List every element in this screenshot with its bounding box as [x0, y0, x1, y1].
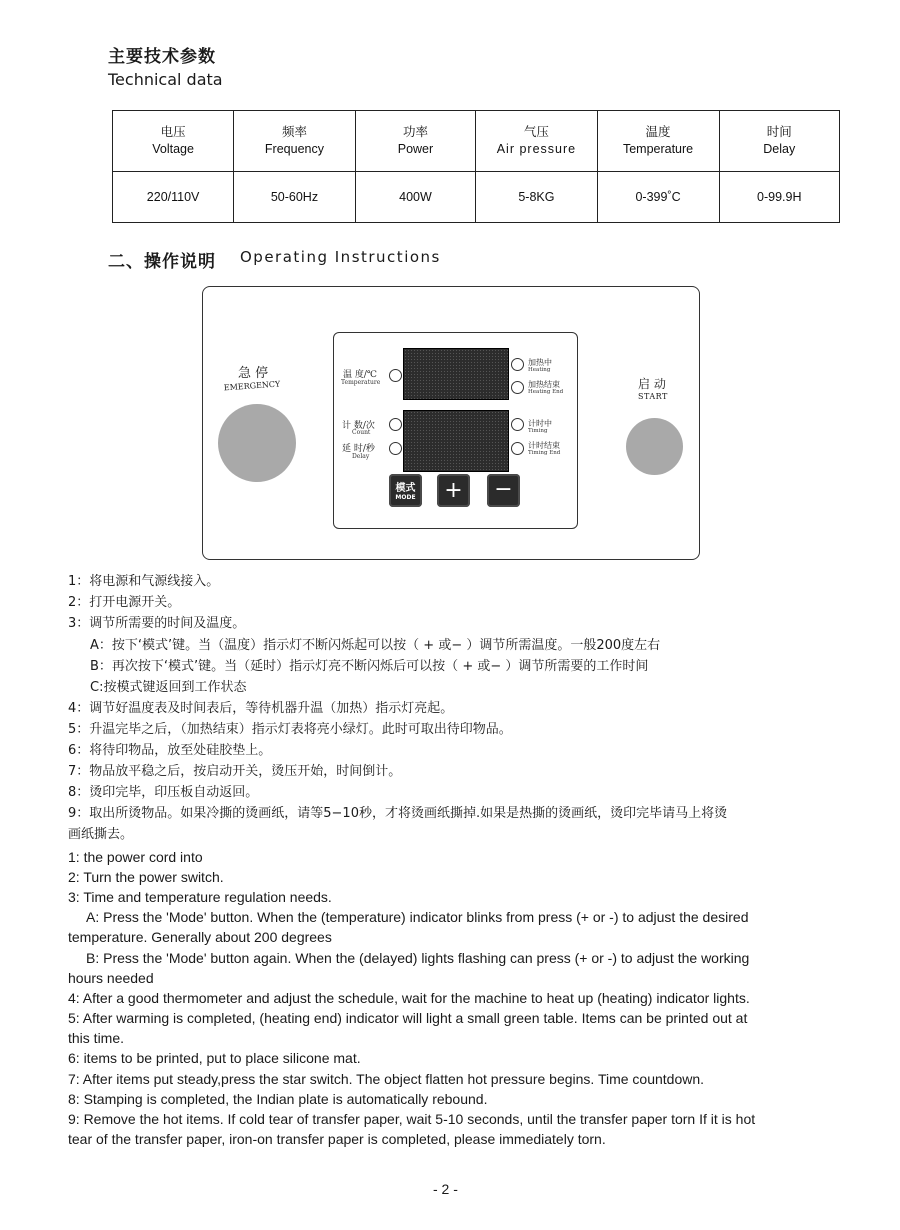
header-voltage: 电压 Voltage — [113, 111, 234, 172]
instruction-en-2: 2: Turn the power switch. — [68, 869, 224, 885]
heating-label-en: Heating — [528, 367, 551, 373]
start-button[interactable] — [626, 418, 683, 475]
table-header-row — [113, 111, 840, 172]
heating-label-cn: 加热中 — [528, 358, 552, 367]
instruction-en-3a: A: Press the 'Mode' button. When the (temperature) indicator blinks from press (+ or -) to adjust the desired — [86, 909, 749, 925]
header-power: 功率 Power — [355, 111, 476, 172]
mode-button[interactable] — [389, 474, 422, 507]
mode-button-label-en: MODE — [395, 494, 416, 501]
temperature-label-en: Temperature — [341, 379, 381, 386]
section2-title-en: Operating Instructions — [240, 248, 441, 266]
delay-indicator-led — [389, 442, 402, 455]
instruction-cn-7: 7：物品放平稳之后，按启动开关，烫压开始，时间倒计。 — [68, 764, 402, 779]
value-frequency: 50-60Hz — [234, 172, 355, 223]
delay-label-en: Delay — [352, 453, 370, 460]
instruction-en-4: 4: After a good thermometer and adjust the schedule, wait for the machine to heat up (heating) indicator lights. — [68, 990, 750, 1006]
instruction-en-9: 9: Remove the hot items. If cold tear of transfer paper, wait 5-10 seconds, until the transfer paper torn If it is hot — [68, 1111, 756, 1127]
start-label-cn: 启 动 — [638, 377, 666, 391]
timing-indicator-led — [511, 418, 524, 431]
instruction-en-6: 6: items to be printed, put to place silicone mat. — [68, 1050, 361, 1066]
instruction-cn-5: 5：升温完毕之后，（加热结束）指示灯表将亮小绿灯。此时可取出待印物品。 — [68, 722, 512, 737]
instruction-cn-3: 3：调节所需要的时间及温度。 — [68, 616, 246, 631]
section2-title-cn: 二、操作说明 — [108, 252, 216, 272]
heating-end-label-cn: 加热结束 — [528, 380, 560, 389]
delay-label-cn: 延 时/秒 — [342, 444, 375, 454]
header-temperature: 温度 Temperature — [597, 111, 719, 172]
instruction-en-3b-cont: hours needed — [68, 970, 154, 986]
heating-indicator-led — [511, 358, 524, 371]
instruction-en-3: 3: Time and temperature regulation needs. — [68, 889, 332, 905]
minus-button[interactable]: − — [487, 474, 520, 507]
instruction-en-7: 7: After items put steady,press the star switch. The object flatten hot pressure begins. Time countdown. — [68, 1071, 705, 1087]
section1-title-en: Technical data — [108, 70, 223, 89]
section1-title-cn: 主要技术参数 — [108, 47, 216, 67]
heating-end-indicator-led — [511, 381, 524, 394]
instruction-cn-9: 9：取出所烫物品。如果冷撕的烫画纸，请等5−10秒，才将烫画纸撕掉.如果是热撕的烫画纸，烫印完毕请马上将烫 — [68, 806, 728, 821]
temperature-indicator-led — [389, 369, 402, 382]
count-label-en: Count — [352, 429, 371, 436]
instruction-en-8: 8: Stamping is completed, the Indian plate is automatically rebound. — [68, 1091, 488, 1107]
heating-end-label-en: Heating End — [528, 389, 564, 395]
instruction-en-5: 5: After warming is completed, (heating end) indicator will light a small green table. Items can be printed out at — [68, 1010, 748, 1026]
value-voltage: 220/110V — [113, 172, 234, 223]
value-power: 400W — [355, 172, 476, 223]
start-label-en: START — [638, 392, 668, 401]
instruction-en-3b: B: Press the 'Mode' button again. When the (delayed) lights flashing can press (+ or -) to adjust the working — [86, 950, 750, 966]
instruction-cn-8: 8：烫印完毕，印压板自动返回。 — [68, 785, 259, 800]
mode-button-label-cn: 模式 — [395, 483, 416, 494]
instruction-en-1: 1: the power cord into — [68, 849, 203, 865]
timing-label-en: Timing — [528, 428, 548, 434]
instruction-cn-6: 6：将待印物品，放至处硅胶垫上。 — [68, 743, 272, 758]
temperature-label-cn: 温 度/℃ — [343, 370, 377, 380]
instruction-cn-1: 1：将电源和气源线接入。 — [68, 574, 220, 589]
instruction-cn-3b: B：再次按下‘模式’键。当（延时）指示灯亮不断闪烁后可以按（ + 或− ）调节所需要的工作时间 — [90, 659, 649, 674]
instruction-en-5-cont: this time. — [68, 1030, 125, 1046]
timing-label-cn: 计时中 — [528, 419, 552, 428]
header-delay: 时间 Delay — [719, 111, 839, 172]
temperature-display — [403, 348, 509, 400]
emergency-stop-button[interactable] — [218, 404, 296, 482]
header-frequency: 频率 Frequency — [234, 111, 355, 172]
instruction-cn-3c: C:按模式键返回到工作状态 — [90, 680, 247, 695]
count-indicator-led — [389, 418, 402, 431]
emergency-label-cn: 急 停 — [238, 366, 269, 381]
instruction-cn-4: 4：调节好温度表及时间表后，等待机器升温（加热）指示灯亮起。 — [68, 701, 454, 716]
value-temperature: 0-399˚C — [597, 172, 719, 223]
instruction-en-9-cont: tear of the transfer paper, iron-on transfer paper is completed, please immediately torn. — [68, 1131, 606, 1147]
timing-end-label-cn: 计时结束 — [528, 441, 560, 450]
plus-button[interactable]: + — [437, 474, 470, 507]
instruction-en-3a-cont: temperature. Generally about 200 degrees — [68, 929, 332, 945]
timing-end-label-en: Timing End — [528, 450, 561, 456]
emergency-label-en — [220, 372, 295, 394]
value-delay: 0-99.9H — [719, 172, 839, 223]
page-number: - 2 - — [433, 1181, 458, 1197]
instruction-cn-3a: A：按下‘模式’键。当（温度）指示灯不断闪烁起可以按（ + 或− ）调节所需温度。一般200度左右 — [90, 638, 661, 653]
instruction-cn-2: 2：打开电源开关。 — [68, 595, 181, 610]
table-value-row — [113, 172, 840, 223]
value-air-pressure: 5-8KG — [476, 172, 597, 223]
svg-text:EMERGENCY: EMERGENCY — [223, 379, 281, 393]
time-display — [403, 410, 509, 472]
instruction-cn-9-cont: 画纸撕去。 — [68, 827, 134, 842]
header-air-pressure: 气压 Air pressure — [476, 111, 597, 172]
technical-data-table — [112, 110, 840, 223]
count-label-cn: 计 数/次 — [342, 421, 375, 431]
timing-end-indicator-led — [511, 442, 524, 455]
